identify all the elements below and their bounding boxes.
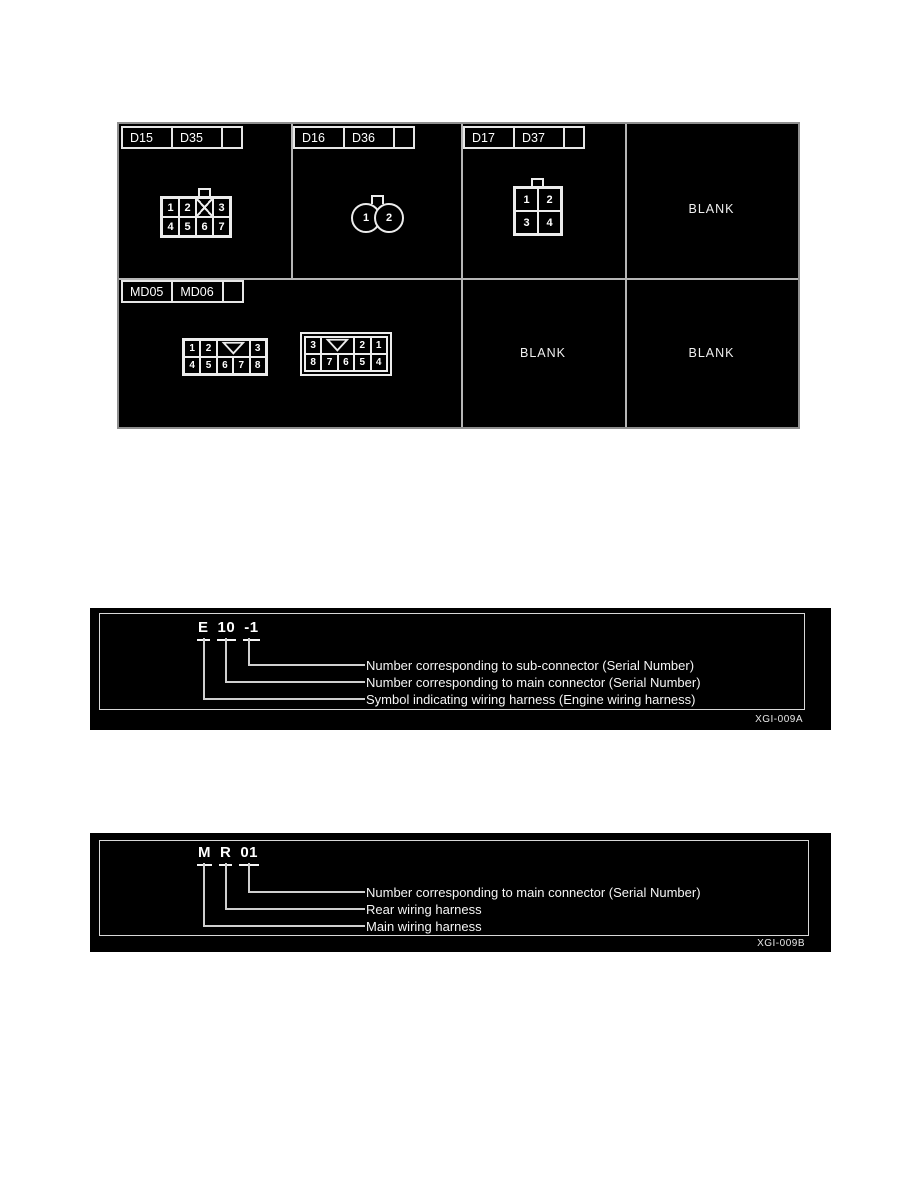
connector-d17-pin-diagram bbox=[513, 186, 563, 236]
cell-d17-d37 bbox=[461, 124, 625, 278]
code-part-main-harness: M bbox=[197, 844, 212, 866]
cell-d15-d35 bbox=[119, 124, 291, 278]
connector-label-d15: D15 bbox=[121, 126, 173, 149]
connector-label-d35: D35 bbox=[171, 126, 223, 149]
pin: 3 bbox=[305, 337, 321, 354]
label-stub bbox=[224, 280, 244, 303]
callout-main-connector: Number corresponding to main connector (Serial Number) bbox=[366, 885, 701, 900]
connector-label-md05: MD05 bbox=[121, 280, 173, 303]
pin: 2 bbox=[179, 198, 196, 217]
connector-label-d17: D17 bbox=[463, 126, 515, 149]
callout-line bbox=[225, 638, 227, 683]
pin: 3 bbox=[515, 211, 538, 234]
pin: 5 bbox=[179, 217, 196, 236]
round-pin: 1 bbox=[351, 203, 381, 233]
round-pin: 2 bbox=[374, 203, 404, 233]
figure-id: XGI-009B bbox=[757, 938, 805, 949]
pin: 1 bbox=[515, 188, 538, 211]
keying-notch bbox=[217, 340, 250, 357]
pin: 4 bbox=[162, 217, 179, 236]
pin: 5 bbox=[354, 354, 370, 371]
cell-d16-d36 bbox=[291, 124, 461, 278]
connector-d15-pin-diagram bbox=[160, 196, 232, 238]
pin: 3 bbox=[213, 198, 230, 217]
pin: 1 bbox=[184, 340, 200, 357]
cell-blank bbox=[461, 278, 625, 427]
blank-label: BLANK bbox=[688, 202, 735, 216]
label-stub bbox=[223, 126, 243, 149]
connector-md-right-pin-diagram bbox=[300, 332, 392, 376]
pin: 3 bbox=[250, 340, 266, 357]
connector-label-d16: D16 bbox=[293, 126, 345, 149]
pin: 6 bbox=[217, 357, 233, 374]
code-part-sub-connector: -1 bbox=[243, 619, 259, 641]
callout-line bbox=[248, 664, 365, 666]
blank-label: BLANK bbox=[688, 345, 735, 360]
pin: 8 bbox=[250, 357, 266, 374]
engine-harness-code-figure bbox=[90, 608, 831, 730]
pin: 7 bbox=[213, 217, 230, 236]
pin: 5 bbox=[200, 357, 216, 374]
callout-line bbox=[225, 908, 365, 910]
pin: 7 bbox=[233, 357, 249, 374]
keying-notch bbox=[321, 337, 354, 354]
connector-d16-pin-diagram bbox=[351, 203, 404, 233]
pin: 6 bbox=[196, 217, 213, 236]
code-part-rear-harness: R bbox=[219, 844, 232, 866]
pin: 4 bbox=[538, 211, 561, 234]
cell-blank bbox=[625, 124, 798, 278]
callout-main-harness: Main wiring harness bbox=[366, 919, 482, 934]
figure-id: XGI-009A bbox=[755, 714, 803, 725]
callout-sub-connector: Number corresponding to sub-connector (Serial Number) bbox=[366, 658, 695, 673]
callout-line bbox=[248, 891, 365, 893]
connector-md-left-pin-diagram bbox=[182, 338, 268, 376]
callout-line bbox=[248, 863, 250, 893]
callout-line bbox=[203, 638, 205, 700]
callout-rear-harness: Rear wiring harness bbox=[366, 902, 482, 917]
callout-line bbox=[203, 925, 365, 927]
pin: 2 bbox=[200, 340, 216, 357]
cell-blank bbox=[625, 278, 798, 427]
callout-line bbox=[203, 863, 205, 927]
code-part-harness-symbol: E bbox=[197, 619, 210, 641]
pin: 1 bbox=[162, 198, 179, 217]
callout-line bbox=[203, 698, 365, 700]
callout-line bbox=[248, 638, 250, 666]
harness-code bbox=[197, 619, 260, 641]
connector-label-md06: MD06 bbox=[171, 280, 223, 303]
connector-label-row bbox=[463, 126, 585, 149]
connector-md-right-inner bbox=[304, 336, 388, 372]
pin: 7 bbox=[321, 354, 337, 371]
pin: 2 bbox=[538, 188, 561, 211]
pin: 2 bbox=[354, 337, 370, 354]
callout-harness-symbol: Symbol indicating wiring harness (Engine wiring harness) bbox=[366, 692, 696, 707]
code-part-main-connector: 10 bbox=[217, 619, 237, 641]
keying-cross bbox=[196, 198, 213, 217]
callout-line bbox=[225, 681, 365, 683]
connector-label-row bbox=[121, 280, 244, 303]
pin: 1 bbox=[371, 337, 387, 354]
blank-label: BLANK bbox=[520, 345, 566, 360]
label-stub bbox=[565, 126, 585, 149]
cell-md05-md06 bbox=[119, 278, 461, 427]
connector-label-row bbox=[121, 126, 243, 149]
connector-label-d36: D36 bbox=[343, 126, 395, 149]
main-rear-harness-code-figure bbox=[90, 833, 831, 952]
callout-line bbox=[225, 863, 227, 910]
label-stub bbox=[395, 126, 415, 149]
connector-label-d37: D37 bbox=[513, 126, 565, 149]
pin: 4 bbox=[184, 357, 200, 374]
connector-grid-panel bbox=[117, 122, 800, 429]
pin: 6 bbox=[338, 354, 354, 371]
code-part-main-connector: 01 bbox=[239, 844, 259, 866]
pin: 4 bbox=[371, 354, 387, 371]
connector-label-row bbox=[293, 126, 415, 149]
callout-main-connector: Number corresponding to main connector (Serial Number) bbox=[366, 675, 701, 690]
pin: 8 bbox=[305, 354, 321, 371]
